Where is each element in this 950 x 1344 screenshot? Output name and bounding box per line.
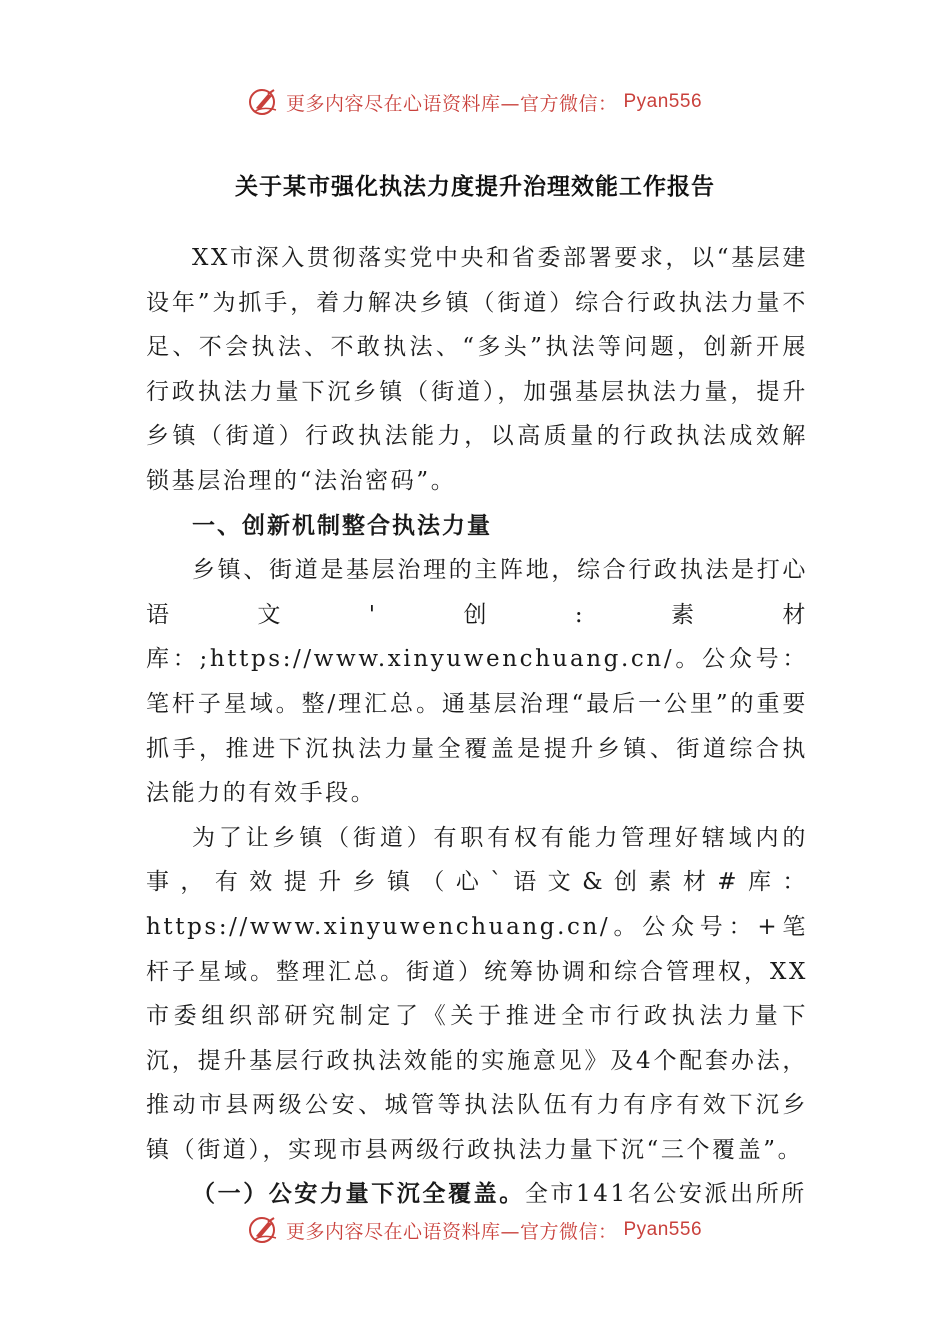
subheading-police: （一）公安力量下沉全覆盖。 (192, 1181, 525, 1208)
watermark-banner-top (0, 82, 950, 122)
paragraph-intro: XX市深入贯彻落实党中央和省委部署要求，以“基层建设年”为抓手，着力解决乡镇（街道）综合行政执法力量不足、不会执法、不敢执法、“多头”执法等问题，创新开展行政执法力量下沉乡镇（街道），加强基层执法力量，提升乡镇（街道）行政执法能力，以高质量的行政执法成效解锁基层治理的“法治密码”。 (146, 245, 808, 494)
watermark-wechat-id: Pyan556 (623, 1219, 703, 1240)
watermark-text: 更多内容尽在心语资料库—官方微信： (285, 92, 618, 115)
paragraph-4-text: 全市141名公安派出所所 (524, 1181, 807, 1208)
document-title: 关于某市强化执法力度提升治理效能工作报告 (235, 174, 715, 200)
pen-logo-icon (248, 86, 280, 118)
pen-logo-icon (248, 1214, 280, 1246)
watermark-wechat-id: Pyan556 (623, 91, 703, 112)
section-heading-1: 一、创新机制整合执法力量 (192, 512, 492, 539)
paragraph-3: 为了让乡镇（街道）有职有权有能力管理好辖域内的事，有效提升乡镇（心`语文&创素材#库：https://www.xinyuwenchuang.cn/。公众号：+笔杆子星域。整理汇总。街道）统筹协调和综合管理权，XX市委组织部研究制定了《关于推进全市行政执法力量下沉，提升基层行政执法效能的实施意见》及4个配套办法，推动市县两级公安、城管等执法队伍有力有序有效下沉乡镇（街道），实现市县两级行政执法力量下沉“三个覆盖”。 (146, 824, 808, 1163)
document-body (146, 236, 808, 1217)
watermark-banner-bottom (0, 1210, 950, 1250)
watermark-text: 更多内容尽在心语资料库—官方微信： (285, 1220, 618, 1243)
paragraph-2: 乡镇、街道是基层治理的主阵地，综合行政执法是打心语文'创:素材库：;https://www.xinyuwenchuang.cn/。公众号：笔杆子星域。整/理汇总。通基层治理“最后一公里”的重要抓手，推进下沉执法力量全覆盖是提升乡镇、街道综合执法能力的有效手段。 (146, 557, 808, 807)
